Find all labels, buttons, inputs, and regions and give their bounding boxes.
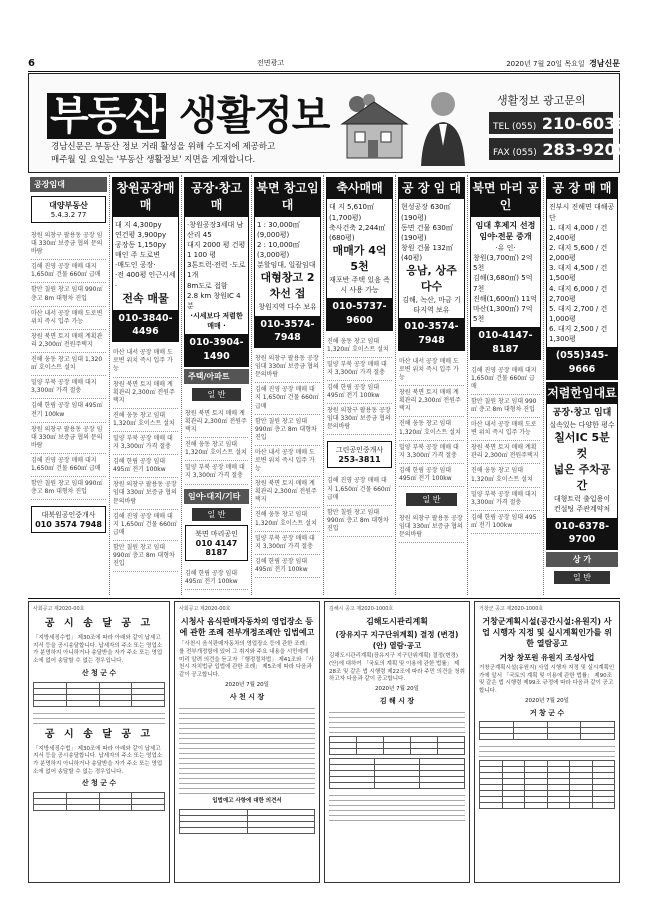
classified-list xyxy=(468,362,543,536)
column-3 xyxy=(182,175,252,595)
list-item: 진해 웅동 창고 임대 1,320㎡ 호이스트 설치 xyxy=(327,335,392,358)
notice-geochang-park: 거창군 공고 제2020-1000호 거창군계획시설(공간시설:유원지) 사업 시행자 지정 및 실시계획인가를 위한 열람공고 거창 창포원 유원지 조성사업 거창군계획시설(유원지) 사업 시행자 지정 및 실시계획인가에 앞서 「국토의 계획 및 이용에 관한 법률」 제90조 및 같은 법 시행령 제99조 규정에 따라 다음과 같이 공고합니다. 2020년 7월 20일 거 창 군 수 xyxy=(474,601,620,883)
column-5 xyxy=(324,175,396,595)
page-number: 6 xyxy=(28,58,35,69)
list-item: 밀양 부북 공장 매매 대지 3,300㎡ 가격 절충 xyxy=(327,358,392,381)
notice-title: 시청사 음식판매자동차의 영업장소 등에 관한 조례 전부개정조례안 입법예고 xyxy=(179,617,315,638)
list-item: 밀양 부북 공장 매매 대지 3,300㎡ 가격 절충 xyxy=(471,488,540,511)
ad-bukmyeon-mari: 북면 마리 공인 임대 후제지 선정 임야·전문 중개 ·유 인· 창원(3,700㎡) 2억 5천 김해(3,680㎡) 5억 7천 진해(1,600㎡) 11억 마산(1,300㎡) 7억 5천 010-4147-8187 xyxy=(470,177,541,360)
banner-title: 부동산 생활정보 xyxy=(47,84,329,141)
list-item: 창원 의창구 팔용동 공장 임대 330㎡ 보증금 협의 문의바람 xyxy=(327,404,392,435)
column-4 xyxy=(252,175,324,595)
section-label: 상 가 xyxy=(546,552,618,567)
fax-number: FAX (055) 283-9200 xyxy=(489,138,613,160)
ad-phone: 010-5737-9600 xyxy=(327,298,392,330)
notice-signature: 산 청 군 수 xyxy=(81,668,117,677)
ad-inquiry-label: 생활정보 광고문의 xyxy=(497,94,586,107)
list-item: 김해 진영 공장 매매 대지 1,650㎡ 건물 660㎡ 급매 xyxy=(31,260,106,283)
ad-factory-rent: 공 장 임 대 현성공장 630㎡(190평) 동면 건물 630㎡(190평) 창원 건물 132㎡(40평) 응남, 상주 다수 김해, 녹산, 마금 기타지역 보유 010-3574-7948 xyxy=(398,177,465,351)
list-item: 마산 내서 공장 매매 도로변 위치 즉시 입주 가능 xyxy=(399,355,464,386)
list-item: 김해 진영 공장 매매 대지 1,650㎡ 건물 660㎡ 급매 xyxy=(327,474,392,505)
notice-signature: 사 천 시 장 xyxy=(229,692,265,701)
list-item: 함안 칠원 창고 임대 990㎡ 층고 8m 대형차 진입 xyxy=(31,477,106,500)
notice-title: 공 시 송 달 공 고 xyxy=(44,728,154,740)
general-label: 일 반 xyxy=(192,388,241,401)
list-item: 함안 칠원 창고 임대 990㎡ 층고 8m 대형차 진입 xyxy=(255,415,320,446)
newspaper-brand: 경남신문 xyxy=(589,59,620,68)
house-illustration xyxy=(337,92,412,162)
column-2 xyxy=(110,175,182,595)
notice-food-truck: 사회공고 제2020-00호 시청사 음식판매자동차의 영업장소 등에 관한 조례 전부개정조례안 입법예고 「사천시 음식판매자동차의 영업장소 등에 관한 조례」를 전부개정함에 있어 그 취지와 주요 내용을 시민에게 미리 알려 의견을 듣고자 「행정절차법」 제41조와 「사천시 자치법규 입법에 관한 조례」 제5조에 따라 다음과 같이 공고합니다. 2020년 7월 20일 사 천 시 장 입법예고 사항에 대한 의견서 xyxy=(174,601,320,883)
list-item: 창원 의창구 팔용동 공장 임대 330㎡ 보증금 협의 문의바람 xyxy=(31,229,106,260)
ad-phone: 010-3904-1490 xyxy=(185,334,248,366)
classified-list xyxy=(324,472,395,539)
list-item: 함안 칠원 창고 임대 990㎡ 층고 8m 대형차 진입 xyxy=(471,395,540,418)
list-item: 창원 북면 토지 매매 계획관리 2,300㎡ 전원주택지 xyxy=(471,441,540,464)
classified-list xyxy=(110,344,181,574)
list-item: 창원 의창구 팔용동 공장 임대 330㎡ 보증금 협의 문의바람 xyxy=(255,352,320,383)
issue-date: 2020년 7월 20일 목요일 xyxy=(506,60,585,68)
ad-cheap-rent: 저렴한임대료 공장·창고 임대 실속있는 다양한 평수 칠서IC 5분컷 넓은 주차공간 대형트럭 출입용이 컨설팅 주관계약처 010-6378-9700 xyxy=(546,382,618,550)
notice-gimhae-plan: 김해시 공고 제2020-1000호 김해도시관리계획 (장유지구 지구단위계획) 결정 (변경)(안) 열람·공고 김해도시관리계획(장유지구 지구단위계획) 결정(변경)(안)에 대하여 「국토의 계획 및 이용에 관한 법률」 제28조 및 같은 법 시행령 제22조에 따라 주민 의견을 청취하고자 다음과 같이 공고합니다. 2020년 7월 20일 김 해 시 장 xyxy=(324,601,470,883)
notice-table xyxy=(479,760,615,809)
list-item: 밀양 부북 공장 매매 대지 3,300㎡ 가격 절충 xyxy=(185,461,248,484)
notice-table xyxy=(479,721,615,740)
agency-box: 대북원공인중개사 010 3574 7948 xyxy=(31,506,106,533)
list-item: 진해 웅동 창고 임대 1,320㎡ 호이스트 설치 xyxy=(185,438,248,461)
notice-public-service: 사회공고 제2020-00호 공 시 송 달 공 고 「지방세징수법」 제30조에 따라 아래와 같이 납세고지서 등을 공시송달합니다. 납세자의 주소 또는 영업소가 분명하지 아니하거나 송달받을 자가 주소 또는 영업소에 없어 송달할 수 없는 경우입니다. 산 청 군 수 공 시 송 달 공 고 「지방세징수법」 제30조에 따라 아래와 같이 납세고지서 등을 공시송달합니다. 납세자의 주소 또는 영업소가 분명하지 아니하거나 송달받을 자가 주소 또는 영업소에 없어 송달할 수 없는 경우입니다. 산 청 군 수 xyxy=(28,601,170,883)
general-label: 일 반 xyxy=(554,571,610,584)
ad-phone: 010-6378-9700 xyxy=(547,518,617,550)
notice-table xyxy=(33,682,165,707)
list-item: 김해 한림 공장 임대 495㎡ 전기 100kw xyxy=(31,399,106,422)
list-item: 마산 내서 공장 매매 도로변 위치 즉시 입주 가능 xyxy=(31,307,106,330)
notice-signature: 김 해 시 장 xyxy=(379,696,415,705)
list-item: 진해 웅동 창고 임대 1,320㎡ 호이스트 설치 xyxy=(471,464,540,487)
banner-description: 매주월 일 요일는 '부동산 생활정보' 지면을 게재합니다. xyxy=(51,155,256,165)
notice-signature: 거 창 군 수 xyxy=(529,708,565,717)
ad-factory-warehouse-sale: 공장·창고 매 ·창원공장3세대 남산리 45 대지 2000 평 건평 1 100 평 3톤트럭·전력 ·도로 1개 8m도로 접함 2.8 km 창원IC 4분 ·시세보다 저렴한 매매 · 010-3904-1490 xyxy=(184,177,249,367)
ad-phone: 010-4147-8187 xyxy=(471,327,540,359)
list-item: 창원 북면 토지 매매 계획관리 2,300㎡ 전원주택지 xyxy=(31,330,106,353)
notice-table xyxy=(329,758,465,789)
classified-list xyxy=(182,565,251,592)
list-item: 밀양 부북 공장 매매 대지 3,300㎡ 가격 절충 xyxy=(113,432,178,455)
section-label: 공장임대 xyxy=(30,177,107,192)
notice-signature: 산 청 군 수 xyxy=(81,779,117,788)
list-item: 김해 한림 공장 임대 495㎡ 전기 100kw xyxy=(185,567,248,590)
list-item: 김해 진영 공장 매매 대지 1,650㎡ 건물 660㎡ 급매 xyxy=(31,454,106,477)
notice-title: 거창군계획시설(공간시설:유원지) 사업 시행자 지정 및 실시계획인가를 위한 열람공고 xyxy=(482,617,612,649)
agency-box: 그린공인중개사 253-3811 xyxy=(327,441,392,468)
list-item: 함안 칠원 창고 임대 990㎡ 층고 8m 대형차 진입 xyxy=(113,541,178,572)
notice-title: 김해도시관리계획 xyxy=(366,617,428,626)
list-item: 밀양 부북 공장 매매 대지 3,300㎡ 가격 절충 xyxy=(31,376,106,399)
column-8 xyxy=(544,175,620,595)
ad-factory-sale-jinhae: 공 장 매 매 진부시 진해면 대해공단 1. 대지 4,000 / 건 2,400평 2. 대지 5,600 / 건 2,000평 3. 대지 4,500 / 건 1,500평 4. 대지 6,000 / 건 2,700평 5. 대지 2,700 / 건 1,000평 6. 대지 2,500 / 건 1,300평 (055)345-9666 xyxy=(546,177,618,380)
list-item: 김해 한림 공장 임대 495㎡ 전기 100kw xyxy=(255,555,320,578)
list-item: 창원 의창구 팔용동 공장 임대 330㎡ 보증금 협의 문의바람 xyxy=(113,478,178,509)
column-6 xyxy=(396,175,468,595)
ad-phone: (055)345-9666 xyxy=(547,347,617,379)
list-item: 마산 내서 공장 매매 도로변 위치 즉시 입주 가능 xyxy=(255,446,320,477)
section-label: 임야·대지/기타 xyxy=(184,489,249,504)
list-item: 진해 웅동 창고 임대 1,320㎡ 호이스트 설치 xyxy=(113,409,178,432)
banner-description: 경남신문은 부동산 정보 거래 활성을 위해 수도지에 제공하고 xyxy=(51,142,276,152)
list-item: 마산 내서 공장 매매 도로변 위치 즉시 입주 가능 xyxy=(471,418,540,441)
list-item: 창원 북면 토지 매매 계획관리 2,300㎡ 전원주택지 xyxy=(399,386,464,417)
list-item: 밀양 부북 공장 매매 대지 3,300㎡ 가격 절충 xyxy=(399,441,464,464)
ad-livestock-sale: 축사매매 대 지 5,610㎡(1,700평) 축사건축 2,244㎡(680평) 매매가 4억 5천 재포반 주택 있음 즉시 사용 가능 010-5737-9600 xyxy=(326,177,393,331)
list-item: 창원 의창구 팔용동 공장 임대 330㎡ 보증금 협의 문의바람 xyxy=(399,512,464,543)
list-item: 김해 한림 공장 임대 495㎡ 전기 100kw xyxy=(471,511,540,534)
real-estate-banner xyxy=(28,73,627,173)
list-item: 진해 웅동 창고 임대 1,320㎡ 호이스트 설치 xyxy=(255,508,320,531)
general-label: 일 반 xyxy=(406,493,457,506)
agency-box: 북면 마리공인 010 4147 8187 xyxy=(185,525,248,561)
general-label: 일 반 xyxy=(192,508,241,521)
classified-list xyxy=(396,510,467,545)
ad-factory-sale-changwon: 창원공장매매 대 지 4,300py 연건평 3,900py 공장동 1,150py 매인 주 도로변 ·매도인 공장· ·전 400평 인근시세 · 전속 매물 010-3840-4496 xyxy=(112,177,179,342)
list-item: 밀양 부북 공장 매매 대지 3,300㎡ 가격 절충 xyxy=(255,532,320,555)
ad-phone: 010-3574-7948 xyxy=(255,316,320,348)
notice-table xyxy=(329,736,465,755)
tel-number: TEL (055) 210-6036 xyxy=(489,112,613,134)
list-item: 김해 진영 공장 매매 대지 1,650㎡ 건물 660㎡ 급매 xyxy=(471,364,540,395)
page-header xyxy=(28,58,620,72)
classified-list xyxy=(396,353,467,489)
classified-grid xyxy=(28,175,620,595)
list-item: 함안 칠원 창고 임대 990㎡ 층고 8m 대형차 진입 xyxy=(31,283,106,306)
section-name: 전면광고 xyxy=(257,59,285,67)
list-item: 진해 웅동 창고 임대 1,320㎡ 호이스트 설치 xyxy=(31,353,106,376)
public-notices xyxy=(28,598,620,884)
notice-table xyxy=(179,809,315,834)
section-label: 주택/아파트 xyxy=(184,369,249,384)
classified-list xyxy=(252,350,323,580)
classified-list xyxy=(324,333,395,438)
agency-box: 대양부동산 5.4.3.2 77 xyxy=(31,196,106,223)
list-item: 김해 진영 공장 매매 대지 1,650㎡ 건물 660㎡ 급매 xyxy=(113,510,178,541)
list-item: 진해 웅동 창고 임대 1,320㎡ 호이스트 설치 xyxy=(399,417,464,440)
list-item: 김해 한림 공장 임대 495㎡ 전기 100kw xyxy=(399,464,464,487)
list-item: 김해 한림 공장 임대 495㎡ 전기 100kw xyxy=(113,455,178,478)
list-item: 창원 북면 토지 매매 계획관리 2,300㎡ 전원주택지 xyxy=(185,407,248,438)
ad-phone: 010-3840-4496 xyxy=(113,310,178,342)
list-item: 창원 북면 토지 매매 계획관리 2,300㎡ 전원주택지 xyxy=(255,477,320,508)
ad-warehouse-rent-bukmyeon: 북면 창고임대 1 : 30,000㎡(9,000평) 2 : 10,000㎡(3,000평) 분할임대, 일괄임대 대형창고 2차선 접 창원지역 다수 보유 010-3574-7948 xyxy=(254,177,321,348)
list-item: 창원 의창구 팔용동 공장 임대 330㎡ 보증금 협의 문의바람 xyxy=(31,423,106,454)
classified-list xyxy=(28,227,109,502)
list-item: 함안 칠원 창고 임대 990㎡ 층고 8m 대형차 진입 xyxy=(327,506,392,537)
ad-phone: 010-3574-7948 xyxy=(399,318,464,350)
notice-table xyxy=(33,792,165,811)
column-7 xyxy=(468,175,544,595)
list-item: 마산 내서 공장 매매 도로변 위치 즉시 입주 가능 xyxy=(113,346,178,377)
list-item: 김해 진영 공장 매매 대지 1,650㎡ 건물 660㎡ 급매 xyxy=(255,383,320,414)
classified-list xyxy=(182,405,251,487)
list-item: 김해 한림 공장 임대 495㎡ 전기 100kw xyxy=(327,381,392,404)
list-item: 창원 북면 토지 매매 계획관리 2,300㎡ 전원주택지 xyxy=(113,378,178,409)
agent-photo xyxy=(417,86,469,166)
column-1 xyxy=(28,175,110,595)
notice-title: 공 시 송 달 공 고 xyxy=(44,618,154,629)
